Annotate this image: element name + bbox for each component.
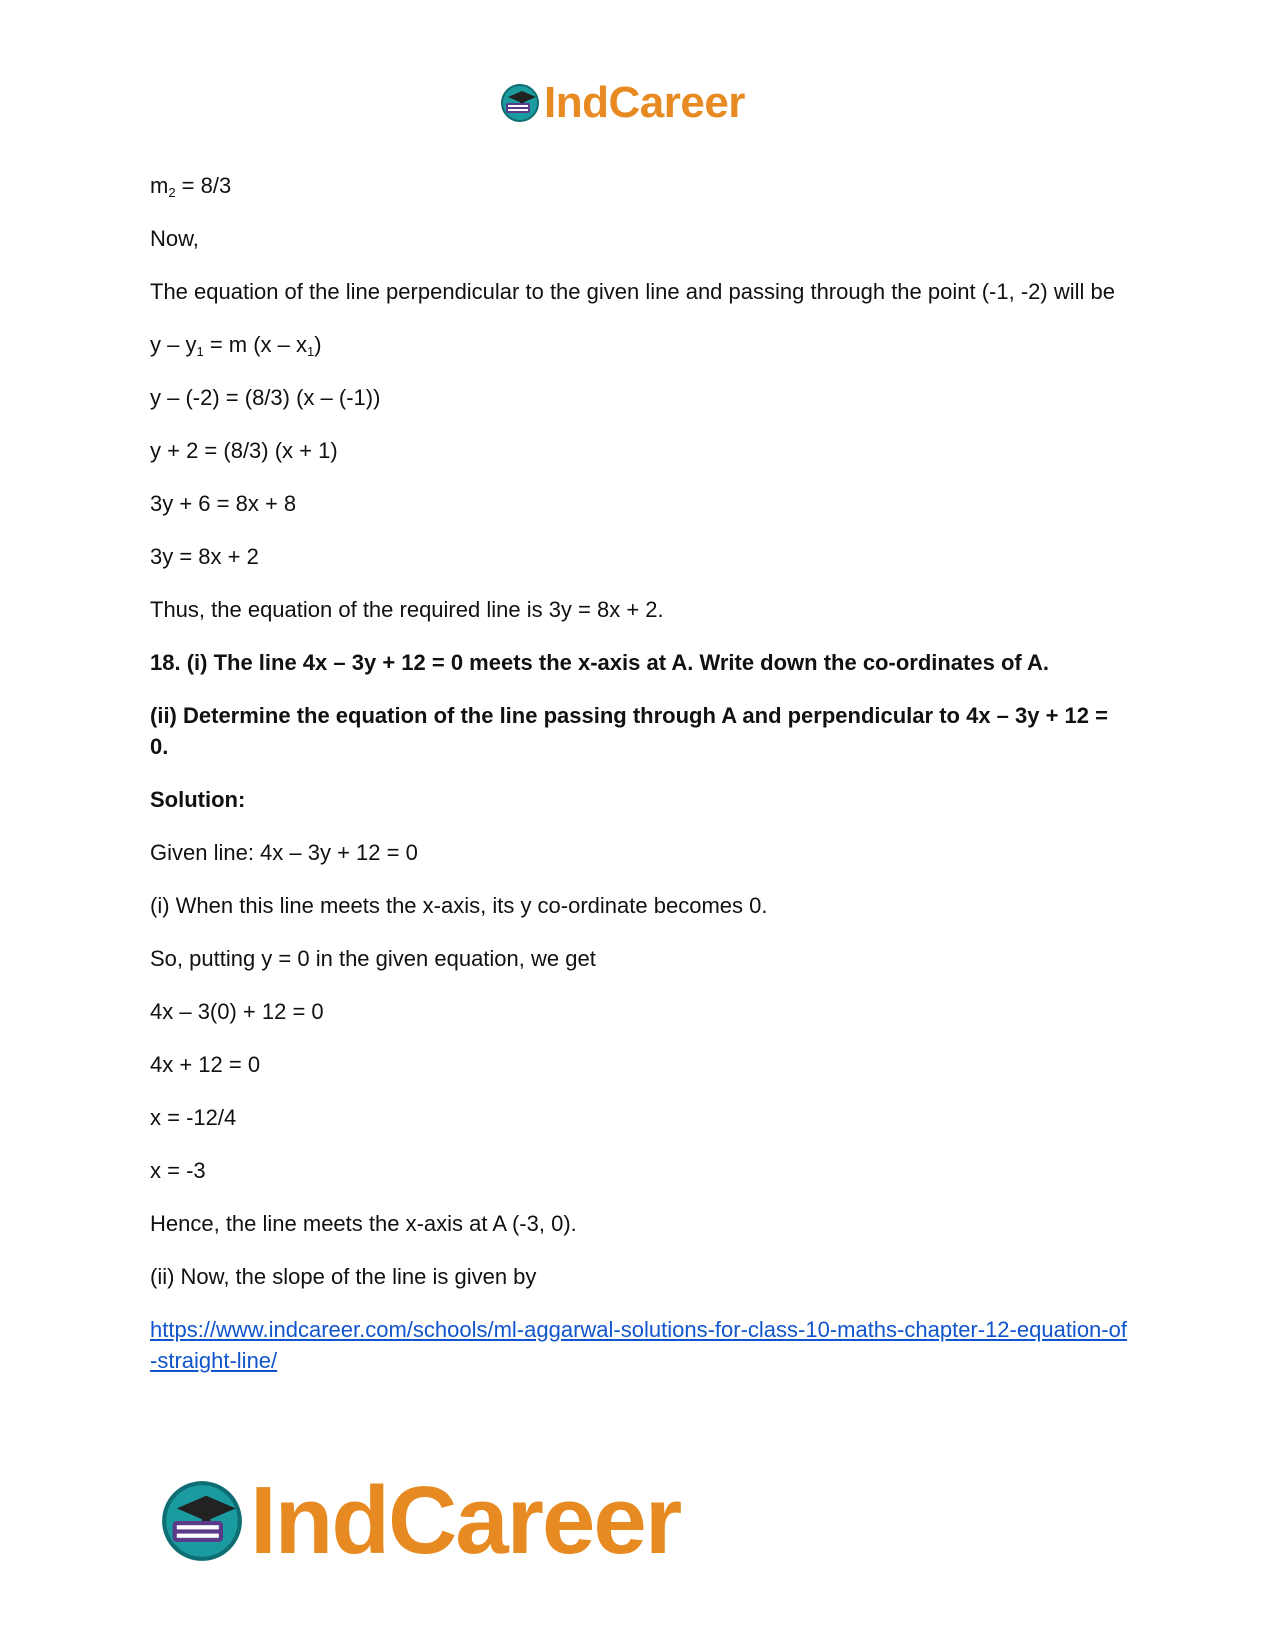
footer-logo	[160, 1466, 680, 1576]
equation-intro: The equation of the line perpendicular to the given line and passing through the point (-1, -2) will be	[150, 279, 1115, 304]
conclusion-line: Thus, the equation of the required line is 3y = 8x + 2.	[150, 597, 664, 622]
step-line: x = -3	[150, 1158, 206, 1183]
step-line: (i) When this line meets the x-axis, its y co-ordinate becomes 0.	[150, 893, 768, 918]
step-line: Hence, the line meets the x-axis at A (-3, 0).	[150, 1211, 577, 1236]
graduation-book-globe-icon	[500, 83, 540, 123]
document-body	[150, 170, 1130, 1376]
step-line: So, putting y = 0 in the given equation, we get	[150, 946, 596, 971]
step-line: (ii) Now, the slope of the line is given by	[150, 1264, 537, 1289]
step-line: 4x + 12 = 0	[150, 1052, 261, 1077]
graduation-book-globe-icon	[160, 1479, 244, 1563]
logo-text: IndCareer	[250, 1467, 681, 1574]
step-line: y + 2 = (8/3) (x + 1)	[150, 438, 338, 463]
m2-line: $m_2 = 8/3$	[150, 173, 232, 200]
now-line: Now,	[150, 226, 199, 251]
solution-heading: Solution:	[150, 787, 246, 812]
given-line: Given line: 4x – 3y + 12 = 0	[150, 840, 418, 865]
step-line: 3y = 8x + 2	[150, 544, 259, 569]
step-line: 3y + 6 = 8x + 8	[150, 491, 297, 516]
logo-text: IndCareer	[544, 78, 745, 127]
question-18-part-ii: (ii) Determine the equation of the line passing through A and perpendicular to 4x – 3y + 12 = 0.	[150, 703, 1108, 759]
source-link[interactable]: https://www.indcareer.com/schools/ml-aggarwal-solutions-for-class-10-maths-chapter-12-equation-of-straight-line/	[150, 1317, 1127, 1373]
step-line: x = -12/4	[150, 1105, 237, 1130]
step-line: 4x – 3(0) + 12 = 0	[150, 999, 324, 1024]
header-logo	[500, 78, 745, 128]
question-18-part-i: 18. (i) The line 4x – 3y + 12 = 0 meets the x-axis at A. Write down the co-ordinates of A.	[150, 650, 1050, 675]
point-slope-formula: $y - y_1 = m$ $(x - x_1)$	[150, 332, 322, 359]
step-line: y – (-2) = (8/3) (x – (-1))	[150, 385, 381, 410]
